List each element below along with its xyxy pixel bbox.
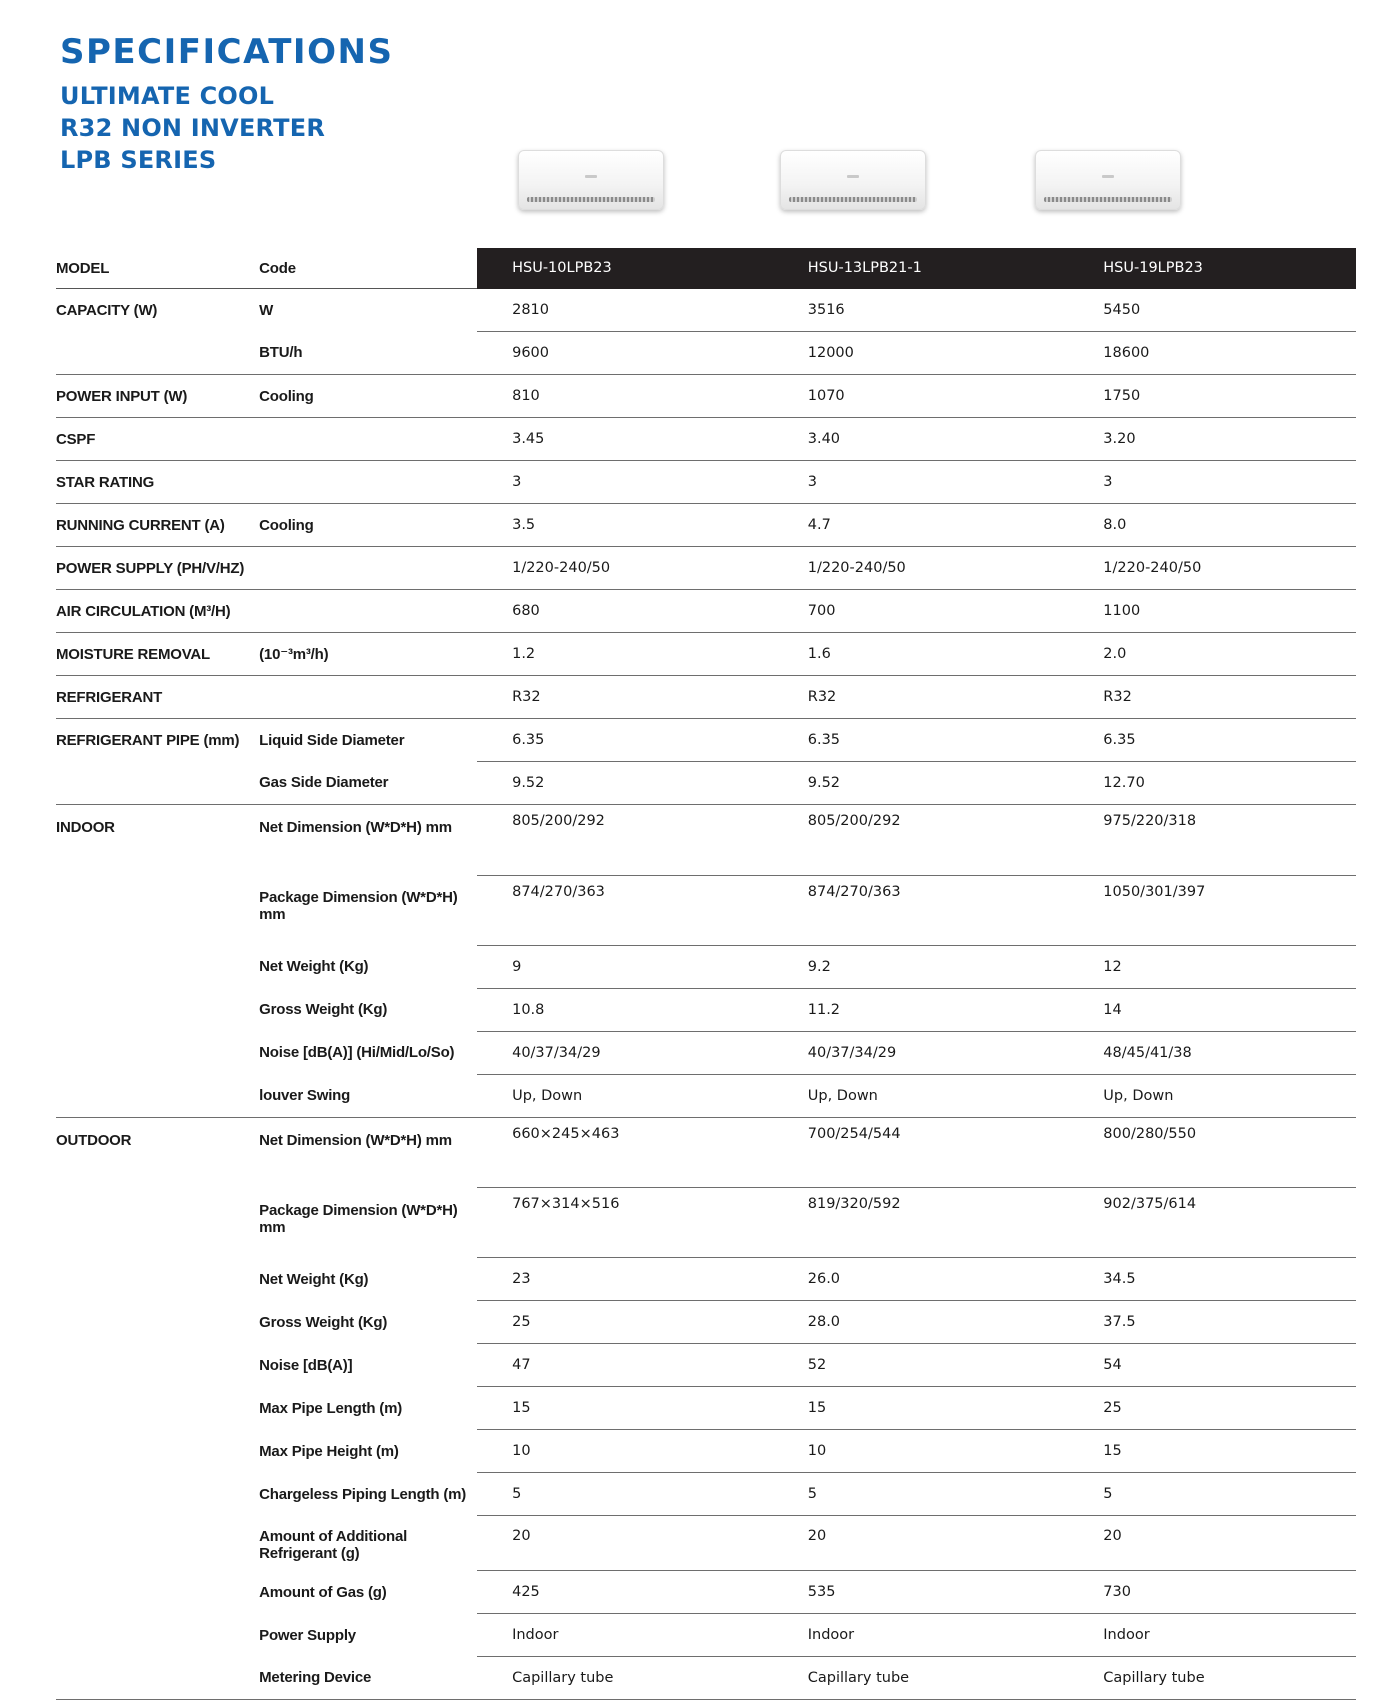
row-group-label: AIR CIRCULATION (M³/H): [56, 590, 259, 633]
row-parameter-label: Gas Side Diameter: [259, 774, 389, 792]
cell-model-1: 6.35: [477, 719, 773, 762]
cell-model-2: 4.7: [773, 504, 1069, 547]
row-group-label: OUTDOOR: [56, 1117, 259, 1188]
cell-model-2: 40/37/34/29: [773, 1031, 1069, 1074]
row-parameter-label: Liquid Side Diameter: [259, 719, 477, 762]
cell-model-2: 874/270/363: [773, 875, 1069, 945]
row-parameter-label: Net Weight (Kg): [259, 1270, 369, 1288]
table-row: [56, 504, 1356, 547]
table-row: [56, 1188, 1356, 1258]
row-parameter-label: Net Weight (Kg): [259, 958, 369, 975]
cell-model-3: 12: [1068, 945, 1356, 988]
row-group-label: STAR RATING: [56, 461, 259, 504]
header-model-2: HSU-13LPB21-1: [773, 248, 1069, 289]
cell-model-2: 3.40: [773, 418, 1069, 461]
cell-model-1: 680: [477, 590, 773, 633]
cell-model-2: Up, Down: [773, 1074, 1069, 1117]
cell-model-1: 47: [477, 1344, 773, 1387]
table-row: [56, 1117, 1356, 1188]
row-group-label: [56, 1188, 259, 1258]
cell-model-2: 700: [773, 590, 1069, 633]
cell-model-1: 767×314×516: [477, 1188, 773, 1258]
cell-model-2: 52: [773, 1344, 1069, 1387]
cell-model-2: 26.0: [773, 1258, 1069, 1301]
cell-model-3: Up, Down: [1068, 1074, 1356, 1117]
row-parameter-label: [259, 418, 477, 461]
table-row: [56, 1614, 1356, 1657]
row-group-label: CSPF: [56, 418, 259, 461]
table-row: [56, 1571, 1356, 1614]
table-row: [56, 332, 1356, 375]
cell-model-1: 15: [477, 1387, 773, 1430]
row-parameter-label: Max Pipe Length (m): [259, 1399, 403, 1417]
row-parameter-label: BTU/h: [259, 344, 303, 362]
row-group-label: [56, 1614, 259, 1657]
row-group-label: [56, 332, 259, 375]
cell-model-3: Indoor: [1068, 1614, 1356, 1657]
row-group-label: [56, 1258, 259, 1301]
cell-model-3: 800/280/550: [1068, 1117, 1356, 1188]
cell-model-1: 40/37/34/29: [477, 1031, 773, 1074]
cell-model-1: 2810: [512, 302, 549, 318]
spec-table: [56, 248, 1356, 1700]
cell-model-3: 5450: [1103, 302, 1141, 318]
cell-model-3: 15: [1068, 1430, 1356, 1473]
cell-model-3: 37.5: [1068, 1301, 1356, 1344]
cell-model-2: 535: [773, 1571, 1069, 1614]
air-conditioner-image-2: [780, 150, 926, 210]
cell-model-1: 810: [477, 375, 773, 418]
cell-model-2: 3: [773, 461, 1069, 504]
cell-model-1: 3.5: [477, 504, 773, 547]
row-group-label: POWER SUPPLY (PH/V/HZ): [56, 547, 259, 590]
row-group-label: [56, 1657, 259, 1700]
cell-model-1: Indoor: [477, 1614, 773, 1657]
row-parameter-label: Amount of Additional Refrigerant (g): [259, 1527, 408, 1562]
table-row: [56, 762, 1356, 805]
table-row: [56, 1301, 1356, 1344]
cell-model-3: 975/220/318: [1068, 805, 1356, 876]
row-group-label: [56, 1074, 259, 1117]
row-group-label: POWER INPUT (W): [56, 375, 259, 418]
cell-model-3: 20: [1068, 1516, 1356, 1571]
cell-model-3: 1100: [1068, 590, 1356, 633]
row-parameter-label: Noise [dB(A)] (Hi/Mid/Lo/So): [259, 1044, 455, 1061]
cell-model-2: 11.2: [773, 988, 1069, 1031]
table-row: [56, 547, 1356, 590]
table-header-row: [56, 248, 1356, 289]
cell-model-2: 10: [773, 1430, 1069, 1473]
cell-model-3: 3.20: [1068, 418, 1356, 461]
table-row: [56, 945, 1356, 988]
cell-model-1: Capillary tube: [477, 1657, 773, 1700]
row-group-label: MOISTURE REMOVAL: [56, 633, 259, 676]
cell-model-1: 5: [477, 1473, 773, 1516]
header-model-1: HSU-10LPB23: [477, 248, 773, 289]
cell-model-1: 10: [477, 1430, 773, 1473]
row-parameter-label: Gross Weight (Kg): [259, 1001, 388, 1018]
row-parameter-label: [259, 676, 477, 719]
title-block: [60, 30, 393, 176]
cell-model-1: 9: [477, 945, 773, 988]
row-parameter-label: Package Dimension (W*D*H) mm: [259, 1201, 458, 1236]
table-row: [56, 1430, 1356, 1473]
subtitle-line-3: LPB SERIES: [60, 146, 217, 174]
cell-model-3: R32: [1068, 676, 1356, 719]
cell-model-1: R32: [477, 676, 773, 719]
row-parameter-label: Amount of Gas (g): [259, 1583, 387, 1601]
cell-model-2: 15: [773, 1387, 1069, 1430]
cell-model-3: 5: [1068, 1473, 1356, 1516]
table-row: [56, 1473, 1356, 1516]
cell-model-2: 805/200/292: [773, 805, 1069, 876]
table-row: [56, 1657, 1356, 1700]
row-parameter-label: Net Dimension (W*D*H) mm: [259, 1117, 477, 1188]
cell-model-2: 1/220-240/50: [773, 547, 1069, 590]
cell-model-1: 20: [477, 1516, 773, 1571]
row-parameter-label: [259, 590, 477, 633]
row-group-label: [56, 875, 259, 945]
row-group-label: [56, 1571, 259, 1614]
row-parameter-label: Chargeless Piping Length (m): [259, 1485, 467, 1503]
cell-model-3: 14: [1068, 988, 1356, 1031]
row-parameter-label: louver Swing: [259, 1086, 351, 1104]
row-parameter-label: Cooling: [259, 504, 477, 547]
row-parameter-label: Max Pipe Height (m): [259, 1442, 399, 1460]
row-group-label: [56, 1516, 259, 1571]
row-group-label: [56, 988, 259, 1031]
table-row: [56, 1387, 1356, 1430]
header-model-3: HSU-19LPB23: [1068, 248, 1356, 289]
cell-model-1: 3.45: [477, 418, 773, 461]
table-row: [56, 633, 1356, 676]
cell-model-1: 25: [477, 1301, 773, 1344]
row-parameter-label: Power Supply: [259, 1626, 356, 1644]
row-group-label: RUNNING CURRENT (A): [56, 504, 259, 547]
row-group-label: CAPACITY (W): [56, 301, 158, 319]
cell-model-3: 1750: [1068, 375, 1356, 418]
cell-model-3: 18600: [1068, 332, 1356, 375]
cell-model-2: R32: [773, 676, 1069, 719]
table-row: [56, 988, 1356, 1031]
header-model: MODEL: [56, 248, 259, 289]
row-group-label: [56, 1301, 259, 1344]
page-title: SPECIFICATIONS: [60, 32, 394, 72]
row-group-label: [56, 1430, 259, 1473]
cell-model-2: 1.6: [773, 633, 1069, 676]
row-parameter-label: Package Dimension (W*D*H) mm: [259, 889, 458, 923]
cell-model-1: 3: [477, 461, 773, 504]
cell-model-3: 3: [1068, 461, 1356, 504]
table-row: [56, 676, 1356, 719]
table-row: [56, 1031, 1356, 1074]
row-parameter-label: W: [259, 301, 274, 319]
header-code: Code: [259, 248, 477, 289]
row-group-label: [56, 762, 259, 805]
cell-model-1: 9600: [477, 332, 773, 375]
cell-model-1: 9.52: [477, 762, 773, 805]
table-row: [56, 875, 1356, 945]
row-parameter-label: Metering Device: [259, 1657, 477, 1700]
row-parameter-label: [259, 547, 477, 590]
row-group-label: [56, 1031, 259, 1074]
subtitle-line-2: R32 NON INVERTER: [60, 114, 325, 142]
cell-model-3: 25: [1068, 1387, 1356, 1430]
cell-model-3: 6.35: [1068, 719, 1356, 762]
cell-model-3: 12.70: [1068, 762, 1356, 805]
row-group-label: [56, 945, 259, 988]
row-parameter-label: Noise [dB(A)]: [259, 1356, 353, 1374]
row-group-label: [56, 1387, 259, 1430]
table-row: [56, 1516, 1356, 1571]
row-parameter-label: Gross Weight (Kg): [259, 1313, 388, 1331]
cell-model-2: Capillary tube: [773, 1657, 1069, 1700]
cell-model-3: 730: [1068, 1571, 1356, 1614]
cell-model-2: 6.35: [773, 719, 1069, 762]
cell-model-1: Up, Down: [477, 1074, 773, 1117]
cell-model-2: 819/320/592: [773, 1188, 1069, 1258]
table-row: [56, 418, 1356, 461]
cell-model-2: 700/254/544: [773, 1117, 1069, 1188]
cell-model-2: Indoor: [773, 1614, 1069, 1657]
cell-model-3: 54: [1068, 1344, 1356, 1387]
cell-model-3: 1050/301/397: [1068, 875, 1356, 945]
air-conditioner-image-3: [1035, 150, 1181, 210]
row-group-label: [56, 1344, 259, 1387]
cell-model-3: Capillary tube: [1068, 1657, 1356, 1700]
cell-model-2: 3516: [807, 302, 845, 318]
subtitle-line-1: ULTIMATE COOL: [60, 82, 275, 110]
cell-model-3: 34.5: [1068, 1258, 1356, 1301]
row-parameter-label: Net Dimension (W*D*H) mm: [259, 805, 477, 876]
row-group-label: [56, 1473, 259, 1516]
cell-model-1: 660×245×463: [477, 1117, 773, 1188]
row-group-label: REFRIGERANT PIPE (mm): [56, 719, 259, 762]
cell-model-1: 1/220-240/50: [477, 547, 773, 590]
cell-model-3: 2.0: [1068, 633, 1356, 676]
cell-model-2: 9.2: [773, 945, 1069, 988]
table-row: [56, 375, 1356, 418]
cell-model-2: 9.52: [773, 762, 1069, 805]
cell-model-1: 425: [477, 1571, 773, 1614]
cell-model-3: 48/45/41/38: [1068, 1031, 1356, 1074]
cell-model-2: 5: [773, 1473, 1069, 1516]
cell-model-2: 28.0: [773, 1301, 1069, 1344]
row-group-label: INDOOR: [56, 805, 259, 876]
cell-model-3: 902/375/614: [1068, 1188, 1356, 1258]
cell-model-3: 1/220-240/50: [1068, 547, 1356, 590]
cell-model-1: 10.8: [477, 988, 773, 1031]
row-parameter-label: Cooling: [259, 375, 477, 418]
table-row: [56, 1258, 1356, 1301]
cell-model-2: 20: [773, 1516, 1069, 1571]
row-parameter-label: (10⁻³m³/h): [259, 633, 477, 676]
cell-model-2: 12000: [773, 332, 1069, 375]
table-row: [56, 1344, 1356, 1387]
cell-model-2: 1070: [773, 375, 1069, 418]
cell-model-1: 23: [477, 1258, 773, 1301]
row-parameter-label: [259, 461, 477, 504]
cell-model-1: 874/270/363: [477, 875, 773, 945]
cell-model-3: 8.0: [1068, 504, 1356, 547]
table-row: [56, 1074, 1356, 1117]
row-group-label: REFRIGERANT: [56, 676, 259, 719]
table-row: [56, 719, 1356, 762]
table-row: [56, 289, 1356, 332]
table-row: [56, 461, 1356, 504]
air-conditioner-image-1: [518, 150, 664, 210]
cell-model-1: 1.2: [477, 633, 773, 676]
table-row: [56, 805, 1356, 876]
table-row: [56, 590, 1356, 633]
cell-model-1: 805/200/292: [477, 805, 773, 876]
